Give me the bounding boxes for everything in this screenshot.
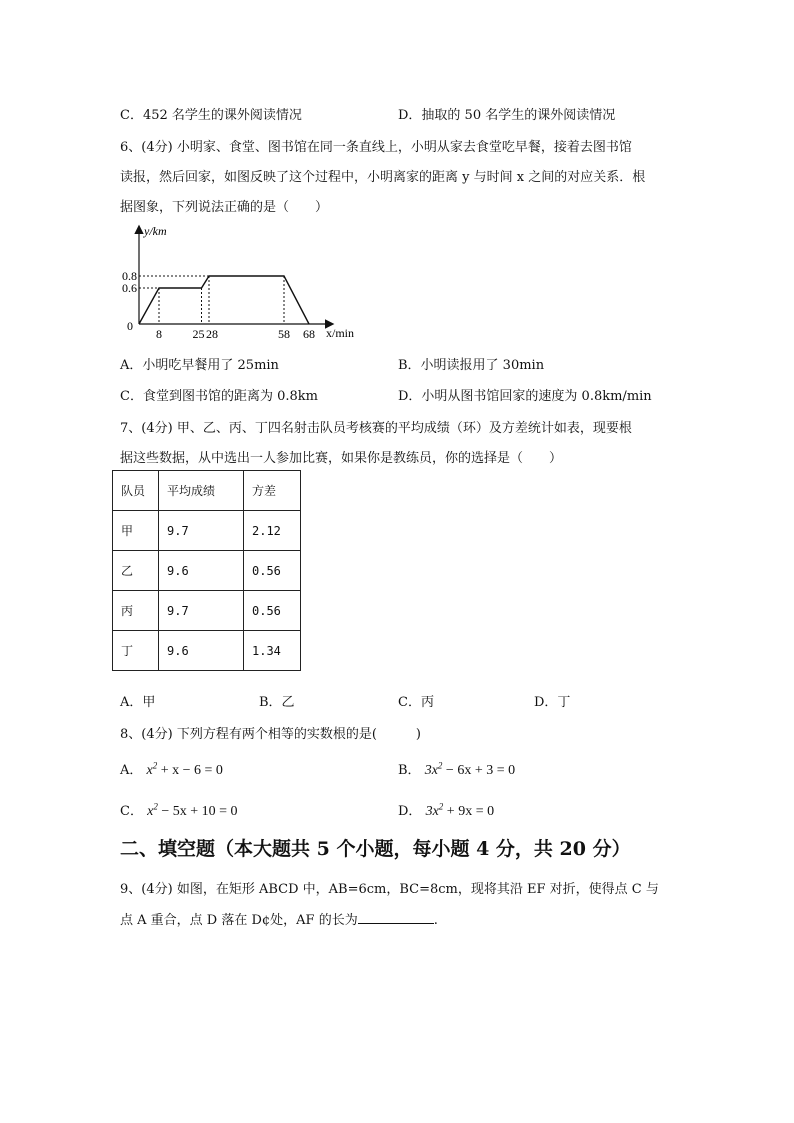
x-axis-label: x/min — [326, 326, 355, 340]
cell-player: 丙 — [113, 591, 159, 631]
q6-stem-line-1: 6、(4分) 小明家、食堂、图书馆在同一条直线上，小明从家去食堂吃早餐，接着去图书馆 — [120, 140, 632, 155]
q6-option-c: C．食堂到图书馆的距离为 0.8km — [120, 389, 318, 404]
q8-option-a — [120, 759, 223, 779]
x-tick-label: 25 — [192, 327, 205, 341]
cell-average: 9.6 — [159, 631, 244, 671]
q5-option-c: C．452 名学生的课外阅读情况 — [120, 108, 302, 123]
y-tick-label: 0.8 — [122, 269, 137, 283]
cell-variance: 0.56 — [244, 591, 301, 631]
distance-time-graph — [110, 222, 370, 344]
q6-stem-line-3: 据图象，下列说法正确的是（ ） — [120, 200, 329, 215]
q6-stem-line-2: 读报，然后回家，如图反映了这个过程中，小明离家的距离 y 与时间 x 之间的对应关系．根 — [120, 170, 646, 185]
q9-line-end: . — [433, 913, 438, 928]
cell-variance: 0.56 — [244, 551, 301, 591]
equation-c: $x^2 - 5x + 10 = 0$ — [147, 801, 238, 819]
header-player: 队员 — [113, 471, 159, 511]
cell-average: 9.7 — [159, 511, 244, 551]
table-row — [113, 631, 301, 671]
q8-stem: 8、(4分) 下列方程有两个相等的实数根的是( ) — [120, 727, 421, 742]
cell-player: 乙 — [113, 551, 159, 591]
x-tick-label: 68 — [303, 327, 315, 341]
shooting-scores-table — [112, 470, 301, 671]
x-tick-label: 8 — [156, 327, 162, 341]
header-variance: 方差 — [244, 471, 301, 511]
x-tick-label: 58 — [278, 327, 290, 341]
x-tick-label: 28 — [206, 327, 218, 341]
q5-option-d: D．抽取的 50 名学生的课外阅读情况 — [398, 108, 616, 123]
cell-player: 丁 — [113, 631, 159, 671]
q8-option-c-label: C． — [120, 804, 143, 819]
table-row — [113, 511, 301, 551]
q8-option-c — [120, 800, 238, 820]
cell-player: 甲 — [113, 511, 159, 551]
q7-option-d: D．丁 — [534, 695, 571, 710]
q7-option-c: C．丙 — [398, 695, 434, 710]
q9-line-2 — [120, 909, 438, 928]
y-tick-label: 0.6 — [122, 281, 137, 295]
q8-option-a-label: A． — [120, 763, 143, 778]
q7-option-a: A．甲 — [120, 695, 156, 710]
q8-option-b-label: B． — [398, 763, 421, 778]
cell-average: 9.7 — [159, 591, 244, 631]
answer-blank[interactable] — [358, 911, 434, 924]
section-heading-fill-in: 二、填空题（本大题共 5 个小题，每小题 4 分，共 20 分） — [120, 838, 631, 860]
cell-variance: 2.12 — [244, 511, 301, 551]
header-average: 平均成绩 — [159, 471, 244, 511]
q8-option-b — [398, 759, 515, 779]
q7-stem-line-1: 7、(4分) 甲、乙、丙、丁四名射击队员考核赛的平均成绩（环）及方差统计如表，现要根 — [120, 421, 632, 436]
table-row — [113, 591, 301, 631]
q9-line-1: 9、(4分) 如图，在矩形 ABCD 中，AB=6cm，BC=8cm，现将其沿 EF 对折，使得点 C 与 — [120, 882, 659, 897]
q6-option-d: D．小明从图书馆回家的速度为 0.8km/min — [398, 389, 652, 404]
y-axis-label: y/km — [144, 224, 167, 238]
q7-stem-line-2: 据这些数据，从中选出一人参加比赛，如果你是教练员，你的选择是（ ） — [120, 451, 563, 466]
q6-option-a: A．小明吃早餐用了 25min — [120, 358, 279, 373]
cell-variance: 1.34 — [244, 631, 301, 671]
cell-average: 9.6 — [159, 551, 244, 591]
q8-option-d — [398, 800, 494, 820]
q7-option-b: B．乙 — [259, 695, 295, 710]
table-header-row — [113, 471, 301, 511]
q9-line-2-text: 点 A 重合，点 D 落在 D¢处，AF 的长为 — [120, 913, 358, 928]
equation-b: $3x^2 - 6x + 3 = 0$ — [424, 760, 516, 778]
q8-option-d-label: D． — [398, 804, 422, 819]
equation-d: $3x^2 + 9x = 0$ — [425, 801, 495, 819]
q6-option-b: B．小明读报用了 30min — [398, 358, 545, 373]
origin-label: 0 — [127, 319, 133, 333]
equation-a: $x^2 + x - 6 = 0$ — [146, 760, 223, 778]
table-row — [113, 551, 301, 591]
